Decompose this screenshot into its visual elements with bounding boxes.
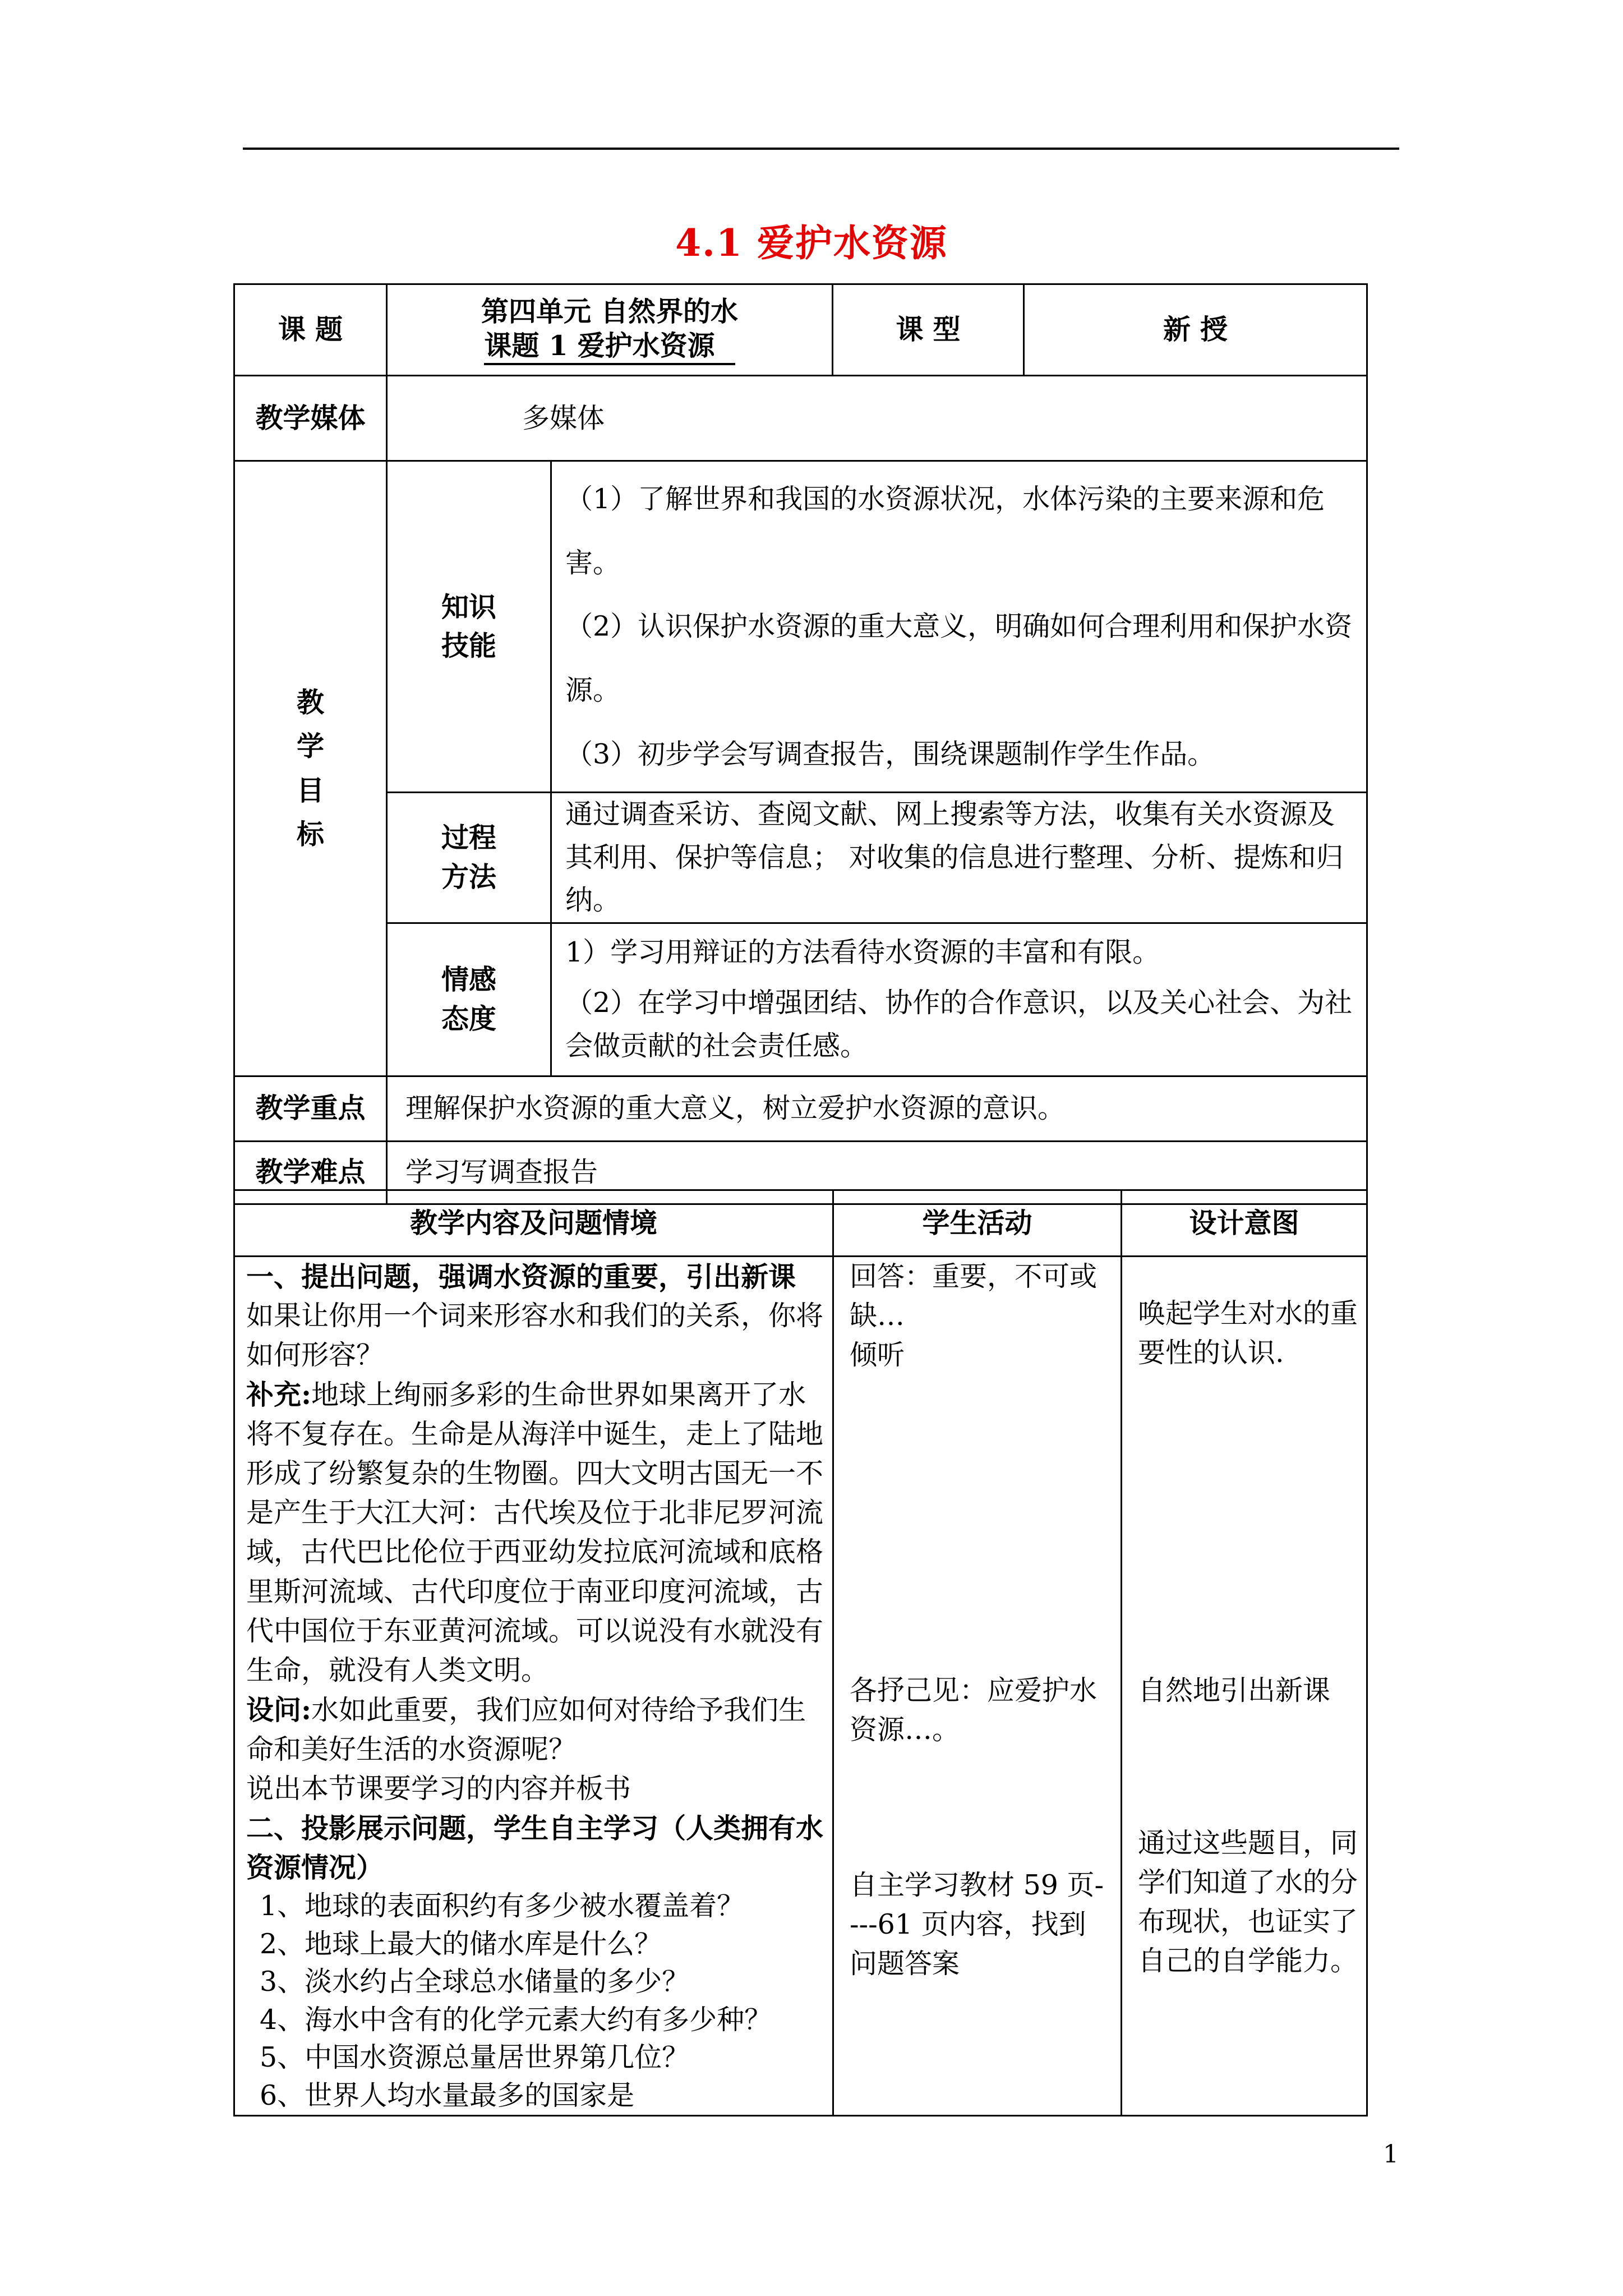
intent-3: 通过这些题目，同学们知道了水的分布现状，也证实了自己的自学能力。 [1138, 1827, 1358, 1977]
knowledge-label [387, 461, 551, 793]
question-item: 1、地球的表面积约有多少被水覆盖着？ [260, 1890, 745, 1922]
media-value: 多媒体 [387, 376, 1367, 461]
objectives-char-4: 标 [296, 818, 324, 851]
difficult-point-value: 学习写调查报告 [387, 1141, 1367, 1204]
header-rule [243, 148, 1399, 150]
subject-lesson: 课题 1 爱护水资源 [484, 329, 735, 365]
knowledge-item: （3）初步学会写调查报告，围绕课题制作学生作品。 [565, 738, 1215, 770]
page-number: 1 [1383, 2140, 1399, 2169]
knowledge-item: （1）了解世界和我国的水资源状况，水体污染的主要来源和危害。 [565, 483, 1325, 579]
subject-row [234, 284, 1367, 376]
emotion-label [387, 923, 551, 1076]
objectives-char-3: 目 [296, 774, 324, 807]
lesson-plan-table [233, 283, 1368, 1205]
knowledge-label-2: 技能 [441, 629, 496, 662]
key-point-value: 理解保护水资源的重大意义，树立爱护水资源的意识。 [387, 1076, 1367, 1141]
question-item: 6、世界人均水量最多的国家是 [260, 2079, 635, 2112]
student-self-study: 自主学习教材 59 页----61 页内容，找到问题答案 [850, 1869, 1104, 1980]
student-listen: 倾听 [850, 1339, 905, 1372]
process-label [387, 793, 551, 923]
difficult-point-label: 教学难点 [234, 1141, 387, 1204]
emotion-label-2: 态度 [441, 1002, 496, 1035]
header-student-activity: 学生活动 [833, 1190, 1122, 1257]
knowledge-item: （2）认识保护水资源的重大意义，明确如何合理利用和保护水资源。 [565, 610, 1353, 707]
emotion-item: （2）在学习中增强团结、协作的合作意识，以及关心社会、为社会做贡献的社会责任感。 [565, 987, 1353, 1062]
objectives-char-2: 学 [296, 730, 324, 763]
supplement-text: 地球上绚丽多彩的生命世界如果离开了水将不复存在。生命是从海洋中诞生，走上了陆地形成了纷繁复杂的生物圈。四大文明古国无一不是产生于大江大河：古代埃及位于北非尼罗河流域，古代巴比伦位于西亚幼发拉底河流域和底格里斯河流域、古代印度位于南亚印度河流域，古代中国位于东亚黄河流域。可以说没有水就没有生命，就没有人类文明。 [246, 1379, 824, 1686]
question-list [246, 1887, 827, 2115]
media-row [234, 376, 1367, 461]
content-cell [234, 1257, 833, 2116]
ask-text: 水如此重要，我们应如何对待给予我们生命和美好生活的水资源呢？ [246, 1694, 806, 1765]
supplement-label: 补充: [246, 1378, 312, 1411]
board-note: 说出本节课要学习的内容并板书 [246, 1772, 631, 1805]
student-activity-cell [833, 1257, 1122, 2116]
section-heading-1: 一、提出问题，强调水资源的重要，引出新课 [246, 1260, 796, 1293]
intent-1: 唤起学生对水的重要性的认识. [1138, 1297, 1358, 1369]
knowledge-content [551, 461, 1367, 793]
objective-emotion-row [234, 923, 1367, 1076]
emotion-label-1: 情感 [441, 963, 496, 996]
process-header-row [234, 1190, 1367, 1257]
page-title: 4.1 爱护水资源 [675, 221, 948, 265]
subject-unit: 第四单元 自然界的水 [481, 295, 739, 328]
subject-value [387, 284, 833, 376]
emotion-item: 1）学习用辩证的方法看待水资源的丰富和有限。 [565, 936, 1160, 969]
objective-process-row [234, 793, 1367, 923]
intent-2: 自然地引出新课 [1138, 1674, 1331, 1706]
objectives-label [234, 461, 387, 1076]
question-item: 2、地球上最大的储水库是什么？ [260, 1927, 662, 1960]
supplement [246, 1375, 827, 1690]
objective-knowledge-row [234, 461, 1367, 793]
objectives-char-1: 教 [296, 686, 324, 719]
type-label: 课 型 [833, 284, 1024, 376]
process-label-2: 方法 [441, 861, 496, 894]
type-value: 新 授 [1024, 284, 1367, 376]
subject-label: 课 题 [234, 284, 387, 376]
student-answer-1: 回答：重要，不可或缺… [850, 1260, 1098, 1332]
ask-label: 设问: [246, 1693, 312, 1726]
process-label-1: 过程 [441, 821, 496, 854]
question-item: 3、淡水约占全球总水储量的多少？ [260, 1966, 690, 1998]
section-heading-2: 二、投影展示问题，学生自主学习（人类拥有水资源情况） [246, 1811, 824, 1884]
question-1: 如果让你用一个词来形容水和我们的关系，你将如何形容？ [246, 1300, 824, 1372]
teaching-process-table [233, 1189, 1368, 2116]
question-item: 5、中国水资源总量居世界第几位？ [260, 2041, 690, 2074]
key-point-row [234, 1076, 1367, 1141]
ask [246, 1690, 827, 1769]
key-point-label: 教学重点 [234, 1076, 387, 1141]
question-item: 4、海水中含有的化学元素大约有多少种？ [260, 2003, 772, 2036]
student-answer-2: 各抒己见：应爱护水资源…。 [850, 1674, 1098, 1746]
process-content: 通过调查采访、查阅文献、网上搜索等方法，收集有关水资源及其利用、保护等信息； 对收集的信息进行整理、分析、提炼和归纳。 [551, 793, 1367, 923]
design-intent-cell [1122, 1257, 1367, 2116]
process-body-row [234, 1257, 1367, 2116]
header-design-intent: 设计意图 [1122, 1190, 1367, 1257]
emotion-content [551, 923, 1367, 1076]
header-content: 教学内容及问题情境 [234, 1190, 833, 1257]
knowledge-label-1: 知识 [441, 590, 496, 623]
media-label: 教学媒体 [234, 376, 387, 461]
